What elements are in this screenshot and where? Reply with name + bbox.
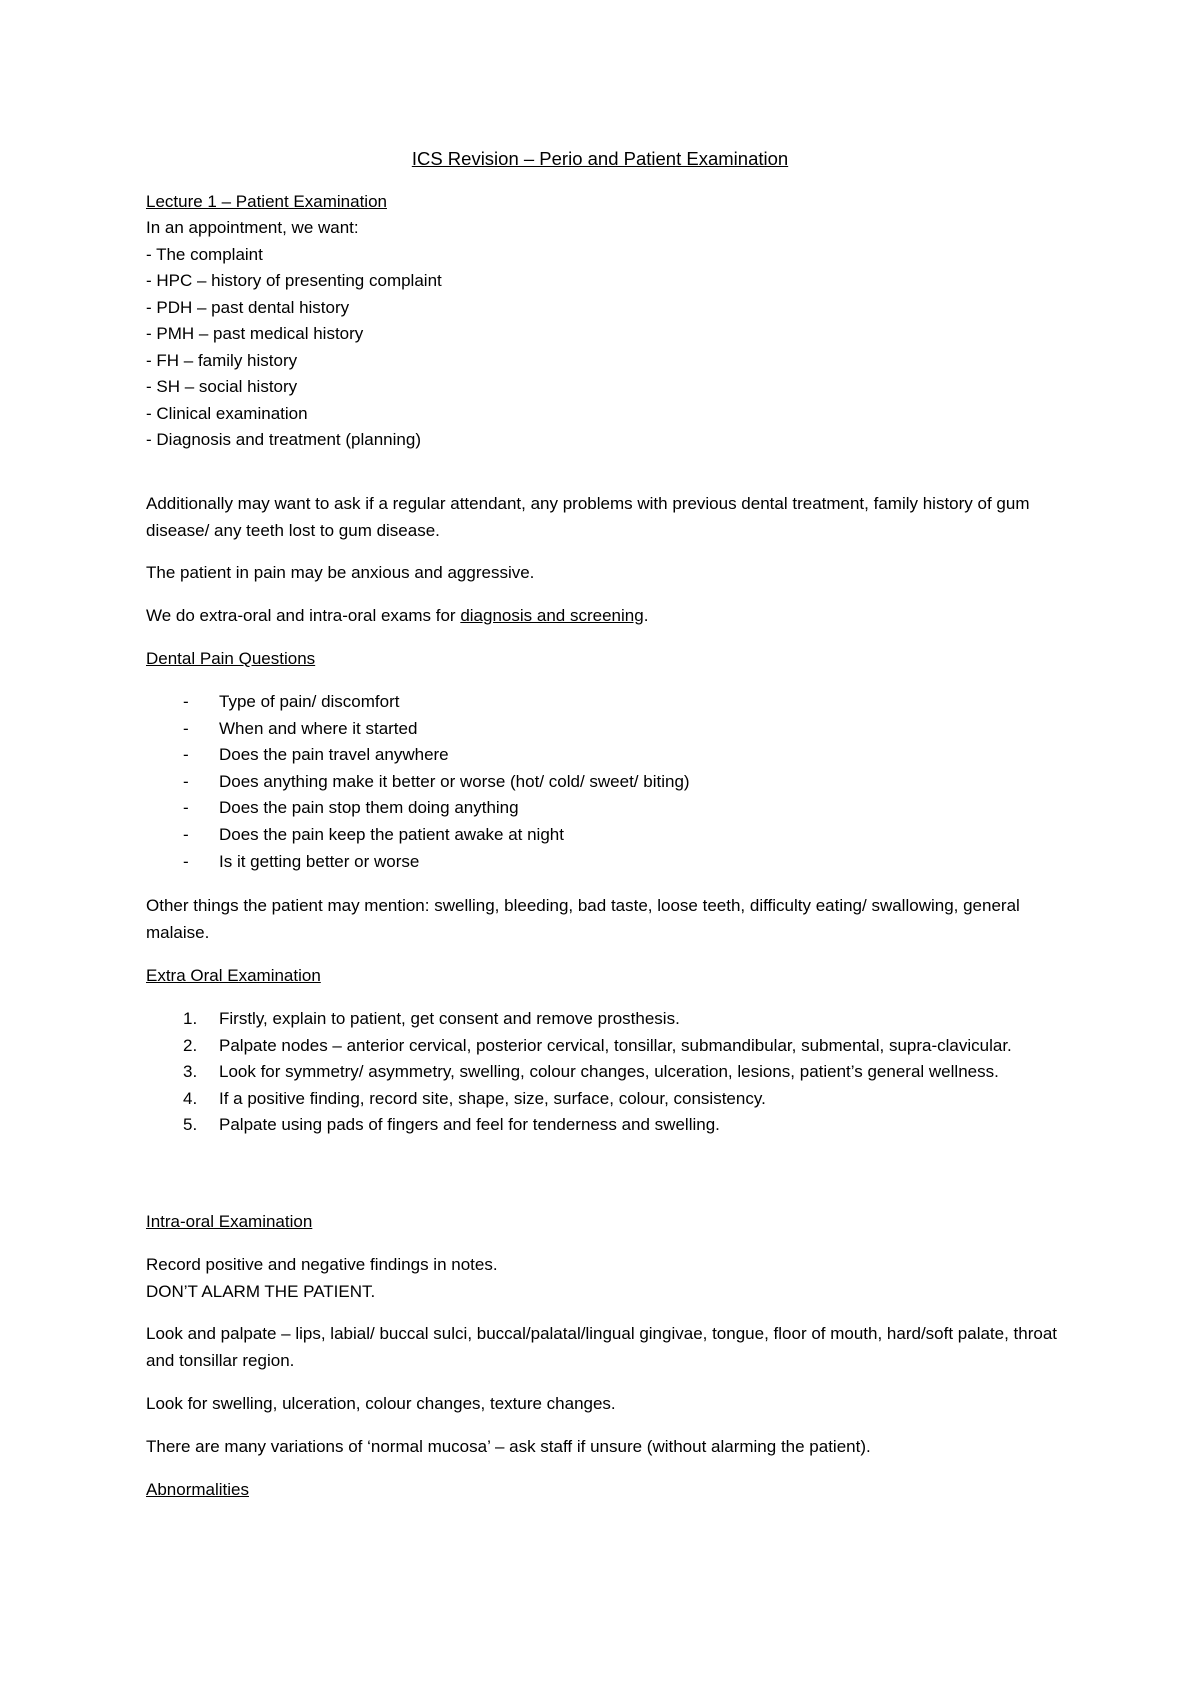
list-item <box>146 1112 1046 1139</box>
abnormalities-heading: Abnormalities <box>146 1480 249 1499</box>
list-item: - Diagnosis and treatment (planning) <box>146 430 421 449</box>
list-marker: - <box>183 745 189 765</box>
lecture-heading: Lecture 1 – Patient Examination <box>146 192 387 211</box>
exams-text: We do extra-oral and intra-oral exams for <box>146 606 461 625</box>
record-findings-line: Record positive and negative findings in notes. <box>146 1255 498 1274</box>
list-item <box>146 689 1066 716</box>
exams-text-end: . <box>643 606 649 625</box>
paragraph-variations: There are many variations of ‘normal mucosa’ – ask staff if unsure (without alarming the patient). <box>146 1437 871 1456</box>
dont-alarm-line: DON’T ALARM THE PATIENT. <box>146 1281 376 1301</box>
list-item <box>146 716 1066 743</box>
intra-oral-heading: Intra-oral Examination <box>146 1212 313 1231</box>
list-item-text: Does the pain travel anywhere <box>219 745 449 765</box>
list-item <box>146 1006 1046 1033</box>
list-item-text: Does anything make it better or worse (hot/ cold/ sweet/ biting) <box>219 771 690 791</box>
paragraph-pain: The patient in pain may be anxious and aggressive. <box>146 563 535 582</box>
list-marker: - <box>183 798 189 818</box>
paragraph-look-for: Look for swelling, ulceration, colour changes, texture changes. <box>146 1394 616 1413</box>
list-item-text: Does the pain keep the patient awake at night <box>219 824 564 844</box>
list-item <box>146 1059 1046 1086</box>
exams-underlined-text: diagnosis and screening <box>460 606 644 625</box>
list-item: - SH – social history <box>146 377 298 396</box>
paragraph-other-things: Other things the patient may mention: swelling, bleeding, bad taste, loose teeth, difficulty eating/ swallowing, general malaise. <box>146 896 1020 942</box>
paragraph-additionally: Additionally may want to ask if a regular attendant, any problems with previous dental treatment, family history of gum disease/ any teeth lost to gum disease. <box>146 494 1030 540</box>
list-item: - PDH – past dental history <box>146 297 350 317</box>
list-item-text: Look for symmetry/ asymmetry, swelling, colour changes, ulceration, lesions, patient’s general wellness. <box>219 1062 999 1081</box>
list-item-text: When and where it started <box>219 718 418 738</box>
list-marker: - <box>183 851 189 871</box>
list-item-text: If a positive finding, record site, shape, size, surface, colour, consistency. <box>219 1088 766 1108</box>
list-item <box>146 822 1066 849</box>
extra-oral-heading: Extra Oral Examination <box>146 966 321 985</box>
list-item <box>146 795 1066 822</box>
list-item: - The complaint <box>146 244 263 264</box>
list-item-text: Does the pain stop them doing anything <box>219 798 519 818</box>
extra-oral-list <box>146 1006 1046 1139</box>
list-number: 1. <box>183 1009 198 1028</box>
document-title: ICS Revision – Perio and Patient Examination <box>411 148 789 169</box>
list-item <box>146 742 1066 769</box>
list-item <box>146 849 1066 876</box>
list-item: - PMH – past medical history <box>146 324 364 343</box>
list-item: - Clinical examination <box>146 403 308 423</box>
appointment-section <box>146 215 1066 454</box>
list-marker: - <box>183 692 189 711</box>
list-item <box>146 769 1066 796</box>
list-item <box>146 1033 1046 1060</box>
list-number: 5. <box>183 1115 198 1134</box>
list-item <box>146 1086 1046 1113</box>
dental-pain-list <box>146 689 1066 875</box>
list-item-text: Firstly, explain to patient, get consent and remove prosthesis. <box>219 1009 680 1028</box>
list-marker: - <box>183 771 189 791</box>
list-marker: - <box>183 824 189 844</box>
dental-pain-heading: Dental Pain Questions <box>146 649 316 668</box>
list-item: - HPC – history of presenting complaint <box>146 271 442 290</box>
paragraph-exams <box>146 603 1066 630</box>
paragraph-look-palpate: Look and palpate – lips, labial/ buccal sulci, buccal/palatal/lingual gingivae, tongue, floor of mouth, hard/soft palate, throat and tonsillar region. <box>146 1324 1058 1370</box>
list-item-text: Palpate using pads of fingers and feel for tenderness and swelling. <box>219 1115 720 1134</box>
list-number: 3. <box>183 1062 198 1081</box>
appointment-intro: In an appointment, we want: <box>146 218 359 237</box>
list-item-text: Palpate nodes – anterior cervical, posterior cervical, tonsillar, submandibular, submental, supra-clavicular. <box>219 1035 1012 1055</box>
intra-oral-notes <box>146 1252 1066 1305</box>
list-number: 2. <box>183 1035 198 1055</box>
list-item-text: Type of pain/ discomfort <box>219 692 400 711</box>
list-item-text: Is it getting better or worse <box>219 851 420 871</box>
list-item: - FH – family history <box>146 350 298 370</box>
list-number: 4. <box>183 1088 198 1108</box>
list-marker: - <box>183 718 189 738</box>
